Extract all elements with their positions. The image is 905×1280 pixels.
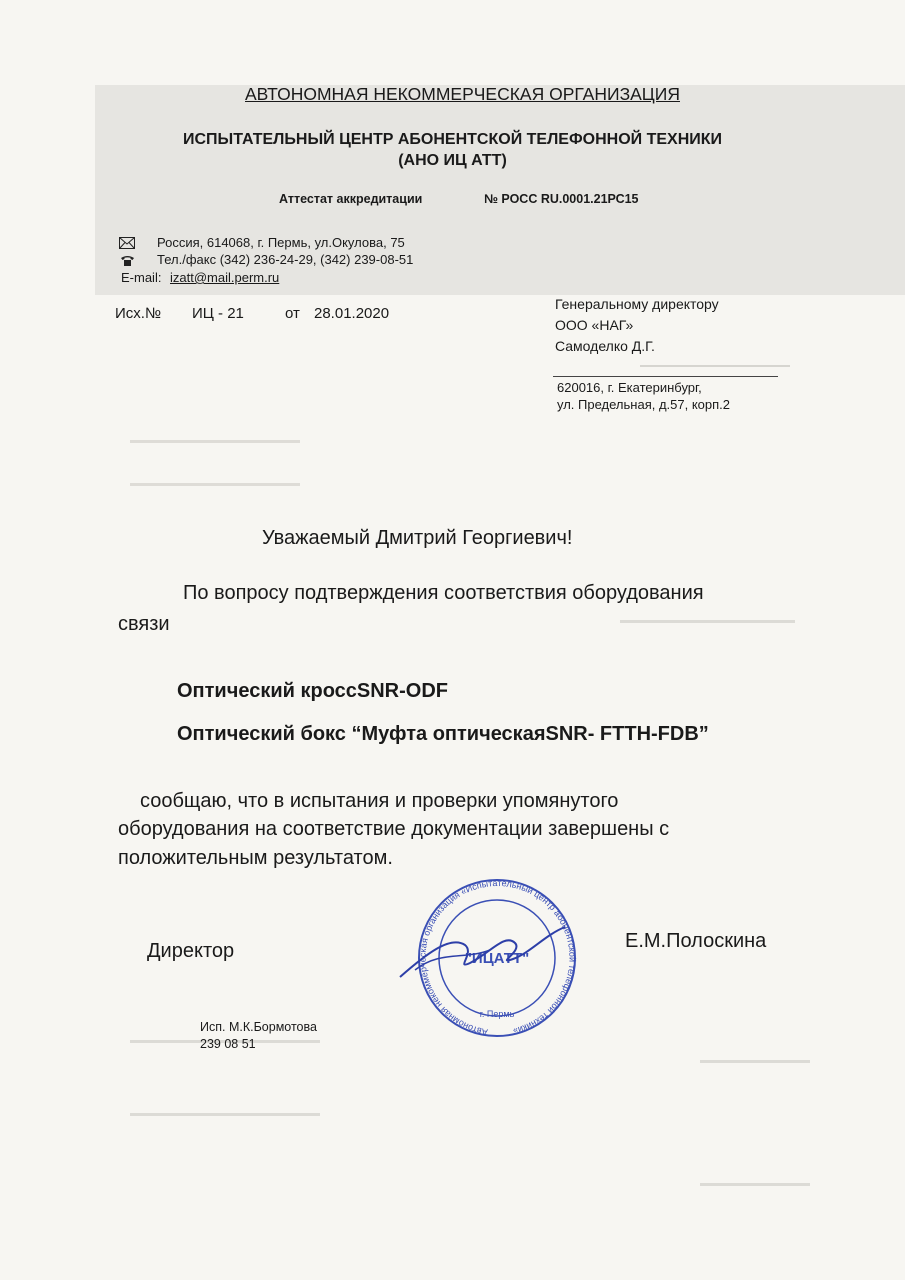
salutation: Уважаемый Дмитрий Георгиевич!: [262, 527, 573, 549]
email-label: E-mail:: [121, 270, 162, 285]
show-through-line: [620, 620, 795, 643]
equipment-item: Оптический кроссSNR-ODF: [177, 680, 449, 702]
intro-text-line1: По вопросу подтверждения соответствия оборудования: [183, 582, 704, 604]
stamp-center-text: "ИЦАТТ": [464, 950, 530, 967]
accreditation-number: № РОСС RU.0001.21РС15: [484, 192, 639, 206]
show-through-line: [130, 440, 300, 486]
conclusion-line3: положительным результатом.: [118, 847, 393, 869]
recipient-address-city: 620016, г. Екатеринбург,: [557, 380, 702, 395]
recipient-name: Самоделко Д.Г.: [555, 338, 655, 354]
executor-phone: 239 08 51: [200, 1037, 256, 1051]
show-through-line: [700, 1060, 810, 1186]
signatory-position: Директор: [147, 940, 235, 962]
outgoing-number-label: Исх.№: [115, 305, 162, 322]
recipient-company: ООО «НАГ»: [555, 317, 634, 333]
recipient-divider: [553, 376, 778, 377]
signatory-name: Е.М.Полоскина: [625, 930, 767, 952]
organization-abbreviation: (АНО ИЦ АТТ): [398, 152, 507, 169]
recipient-address-street: ул. Предельная, д.57, корп.2: [557, 397, 731, 412]
envelope-icon: [119, 236, 135, 252]
executor-name: Исп. М.К.Бормотова: [200, 1020, 317, 1034]
intro-text-line2: связи: [118, 613, 170, 635]
accreditation-label: Аттестат аккредитации: [279, 192, 423, 206]
phone-text: Тел./факс (342) 236-24-29, (342) 239-08-51: [157, 252, 414, 267]
outgoing-number: ИЦ - 21: [192, 305, 244, 322]
organization-name: ИСПЫТАТЕЛЬНЫЙ ЦЕНТР АБОНЕНТСКОЙ ТЕЛЕФОННОЙ ТЕХНИКИ: [182, 131, 723, 148]
email-link[interactable]: izatt@mail.perm.ru: [170, 270, 280, 285]
telephone-icon: [120, 254, 135, 270]
equipment-item: Оптический бокс “Муфта оптическаяSNR- FTTH-FDB”: [177, 723, 709, 745]
conclusion-line1: сообщаю, что в испытания и проверки упомянутого: [140, 790, 619, 812]
conclusion-line2: оборудования на соответствие документации завершены с: [118, 818, 670, 840]
organization-type: АВТОНОМНАЯ НЕКОММЕРЧЕСКАЯ ОРГАНИЗАЦИЯ: [245, 84, 680, 104]
date-label: от: [285, 305, 300, 322]
show-through-line: [130, 1040, 320, 1116]
letter-date: 28.01.2020: [314, 305, 390, 322]
stamp-ring-text: Автономная некоммерческая организация «Испытательный центр абонентской телефонной техники»: [417, 877, 578, 1038]
recipient-position: Генеральному директору: [555, 296, 719, 312]
handwritten-signature: [395, 915, 575, 990]
stamp-city: г. Пермь: [479, 1009, 515, 1019]
address-text: Россия, 614068, г. Пермь, ул.Окулова, 75: [157, 235, 405, 250]
